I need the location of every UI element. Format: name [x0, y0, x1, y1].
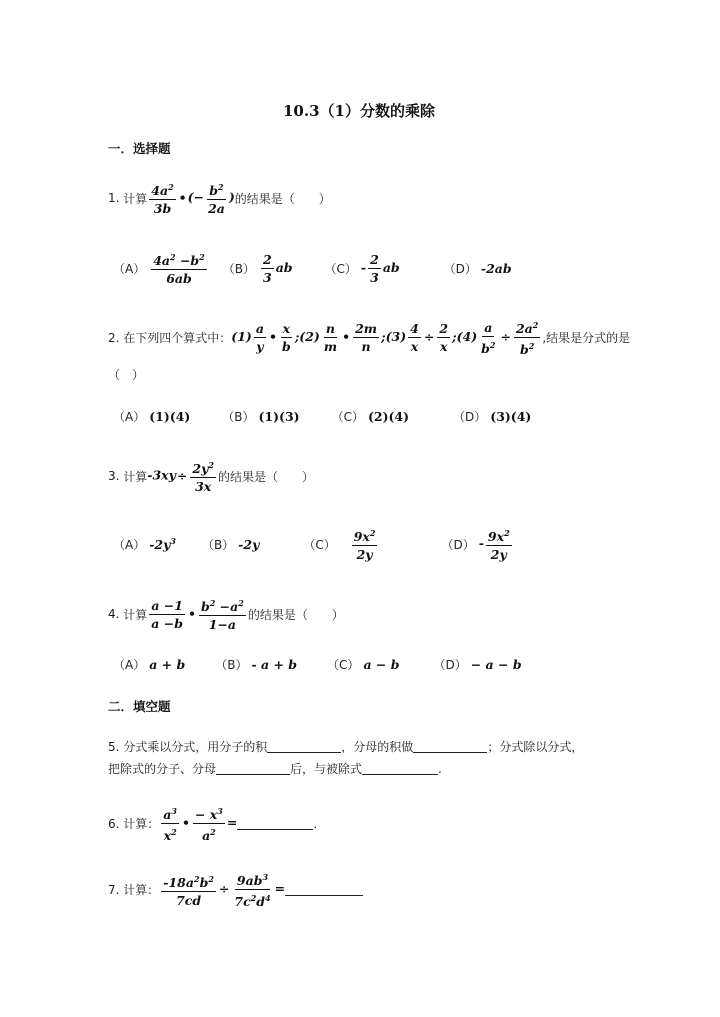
q3-option-b: -2y: [238, 536, 260, 552]
q4-option-d-label: （D）: [433, 658, 467, 672]
q2-number: 2.: [108, 330, 120, 345]
q4-option-b: - a + b: [251, 657, 298, 672]
q5-text-b: ，分母的积做: [341, 740, 414, 754]
q6-number: 6.: [108, 816, 120, 831]
q3-number: 3.: [108, 469, 120, 483]
q1-option-c: - $\frac{2}{3}$ ab: [360, 251, 400, 285]
q1-option-d: -2ab: [480, 260, 512, 276]
q4-expression: $\frac{a -1}{a -b}$ • $\frac{b^2 -a^2}{1-a}$: [151, 597, 244, 632]
q5-blank-1[interactable]: [267, 740, 341, 753]
q5-text-e: 后，与被除式: [290, 762, 363, 776]
question-7: [108, 870, 363, 909]
q7-blank[interactable]: [285, 883, 363, 896]
q2-option-a: (1)(4): [149, 409, 191, 424]
q2-option-b-label: （B）: [222, 410, 255, 424]
q2-option-d-label: （D）: [453, 410, 487, 424]
q3-suffix: 的结果是（ ）: [217, 469, 314, 484]
q4-number: 4.: [108, 607, 120, 621]
q1-suffix: 的结果是（ ）: [234, 191, 331, 206]
q3-option-c: $\frac{9x^2}{2y}$: [353, 528, 376, 562]
q2-option-c: (2)(4): [367, 409, 410, 424]
q7-prompt: 计算：: [123, 883, 160, 897]
q2-suffix: ,结果是分式的是: [542, 331, 631, 345]
q1-option-a: $\frac{4a^2 -b^2}{6ab}$: [153, 252, 205, 286]
q5-text-a: 分式乘以分式，用分子的积: [123, 740, 268, 754]
q3-option-a: $-2y^3$: [149, 536, 176, 552]
q3-option-c-label: （C）: [303, 537, 336, 552]
q3-options: [113, 526, 514, 562]
q2-prompt: 在下列四个算式中：: [123, 331, 232, 345]
q2-answer-paren: （ ）: [108, 368, 145, 382]
q4-option-a-label: （A）: [113, 658, 146, 672]
q6-prompt: 计算：: [123, 817, 160, 831]
q1-option-a-label: （A）: [113, 261, 146, 276]
question-2: [108, 318, 630, 357]
q1-option-c-label: （C）: [324, 261, 357, 276]
q1-prompt: 计算: [123, 191, 148, 206]
q4-option-a: a + b: [149, 657, 186, 672]
q1-number: 1.: [108, 191, 120, 205]
question-5-line-1: [108, 738, 583, 755]
q4-option-b-label: （B）: [215, 658, 248, 672]
page-title: 10.3（1）分数的乘除: [283, 102, 435, 120]
q2-option-c-label: （C）: [331, 410, 364, 424]
q3-option-d: - $\frac{9x^2}{2y}$: [478, 528, 510, 562]
q1-option-b-label: （B）: [222, 261, 255, 276]
q4-option-c-label: （C）: [327, 658, 360, 672]
q3-expression: -3xy÷ $\frac{2y^2}{3x}$: [147, 460, 214, 494]
q1-options: [113, 250, 512, 286]
section-choice-heading: 一．选择题: [108, 141, 171, 156]
q3-option-b-label: （B）: [201, 537, 235, 552]
q3-option-d-label: （D）: [441, 537, 475, 552]
question-3: [108, 458, 314, 494]
question-1: [108, 180, 331, 216]
q4-options: [113, 656, 522, 673]
q6-expression: $\frac{a^3}{x^2}$ • $\frac{- x^3}{a^2}$ =: [163, 806, 238, 843]
q2-expressions: (1) $\frac{a}{y}$ • $\frac{x}{b}$ ;(2) $\frac{n}{m}$ • $\frac{2m}{n}$ ;(3) $\frac{4}{x}$ ÷ $\frac{2}{x}$ ;(4) $\frac{a}{b^2}$ ÷ $\frac{2a^2}{b^2}$: [231, 319, 539, 357]
q1-option-b: $\frac{2}{3}$ ab: [262, 251, 293, 285]
q3-prompt: 计算: [123, 469, 148, 484]
question-4: [108, 596, 344, 632]
q4-suffix: 的结果是（ ）: [247, 607, 344, 622]
q5-text-d: 把除式的分子、分母: [108, 762, 217, 776]
question-5-line-2: [108, 760, 442, 777]
q2-option-a-label: （A）: [113, 410, 146, 424]
q5-text-c: ；分式除以分式，: [487, 740, 584, 754]
q7-number: 7.: [108, 882, 120, 897]
q3-option-a-label: （A）: [113, 537, 146, 552]
q5-blank-2[interactable]: [413, 740, 487, 753]
q2-options: [113, 408, 531, 425]
section-fill-heading: 二．填空题: [108, 699, 171, 714]
q5-number: 5.: [108, 739, 120, 754]
q6-blank[interactable]: [237, 817, 313, 830]
q2-option-d: (3)(4): [490, 409, 532, 424]
q5-text-f: .: [438, 761, 442, 776]
q1-expression: $\frac{4a^2}{3b}$ •(− $\frac{b^2}{2a}$ ): [151, 182, 235, 216]
q1-option-d-label: （D）: [443, 261, 477, 276]
q4-prompt: 计算: [123, 607, 148, 622]
q5-blank-3[interactable]: [216, 762, 290, 775]
q2-option-b: (1)(3): [258, 409, 300, 424]
question-6: [108, 804, 317, 843]
q6-end: .: [313, 816, 318, 831]
q4-option-c: a − b: [363, 657, 400, 672]
q5-blank-4[interactable]: [362, 762, 438, 775]
q4-option-d: − a − b: [470, 657, 522, 672]
q7-expression: $\frac{-18a^2b^2}{7cd}$ ÷ $\frac{9ab^3}{7c^2d^4}$ =: [163, 872, 286, 909]
